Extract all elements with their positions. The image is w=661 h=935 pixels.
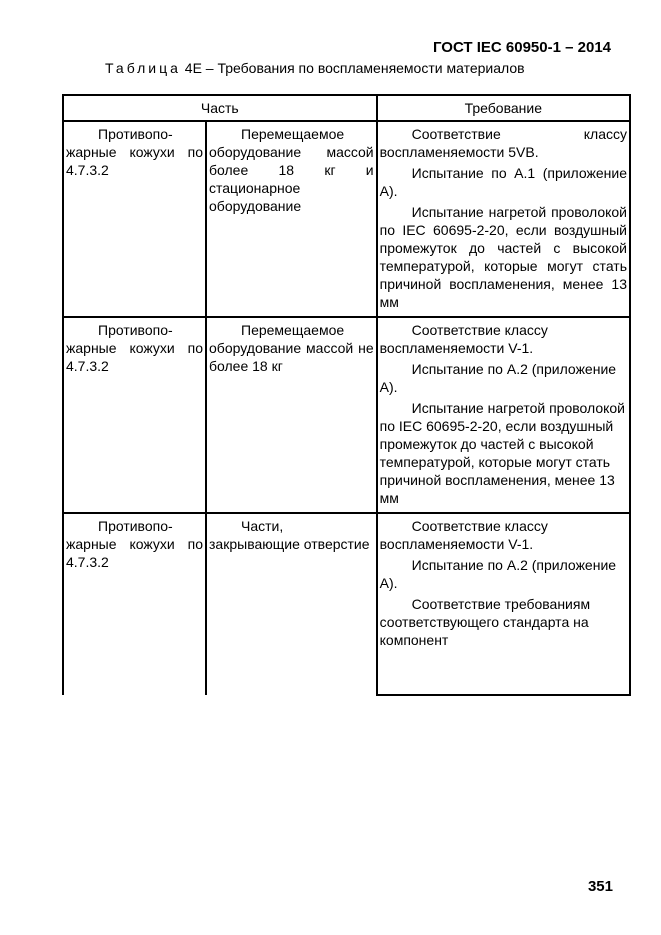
- row-1-req-1: Соответствие классу воспламеняемости 5VB.: [379, 126, 627, 160]
- table-header-row: [63, 95, 630, 121]
- row-3-req-3: Соответствие требованиям соответствующего стандарта на компонент: [379, 596, 591, 648]
- row-2-req-3: Испытание нагретой проволокой по IEC 60695-2-20, если воздушный промежуток до частей с высокой температурой, которые могут стать причиной воспламенения, менее 13 мм: [379, 400, 625, 506]
- row-1-req-2: Испытание по А.1 (приложение А).: [379, 165, 627, 199]
- row-3-req-2: Испытание по А.2 (приложение А).: [379, 557, 617, 591]
- requirements-table: [62, 94, 631, 696]
- row-3-req-1: Соответствие классу воспламеняемости V-1.: [379, 518, 548, 552]
- table-title-label: Таблица: [105, 60, 181, 76]
- table-row: [63, 121, 630, 317]
- row-1-req-3: Испытание нагретой проволокой по IEC 60695-2-20, если воздушный промежуток до частей с высокой температурой, которые могут стать причиной воспламенения, менее 13 мм: [379, 204, 627, 310]
- header-requirement: Требование: [377, 95, 630, 121]
- table-title: [105, 60, 525, 76]
- row-2-equipment: Перемещаемое оборудование массой не более 18 кг: [209, 322, 374, 374]
- table-title-text: 4E – Требования по воспламеняемости материалов: [184, 60, 525, 76]
- header-part: Часть: [63, 95, 377, 121]
- row-3-part: Противопо-жарные кожухи по 4.7.3.2: [66, 518, 204, 570]
- row-1-part: Противопо-жарные кожухи по 4.7.3.2: [66, 126, 204, 178]
- row-3-equipment: Части, закрывающие отверстие: [209, 518, 370, 552]
- row-2-req-2: Испытание по А.2 (приложение А).: [379, 361, 617, 395]
- table-row: [63, 317, 630, 513]
- row-2-req-1: Соответствие классу воспламеняемости V-1.: [379, 322, 548, 356]
- document-header: ГОСТ IEC 60950-1 – 2014: [432, 39, 611, 56]
- table-row: [63, 513, 630, 695]
- page-number: 351: [587, 878, 613, 895]
- row-1-equipment: Перемещаемое оборудование массой более 18 кг и стационарное оборудование: [209, 126, 374, 214]
- row-2-part: Противопо-жарные кожухи по 4.7.3.2: [66, 322, 204, 374]
